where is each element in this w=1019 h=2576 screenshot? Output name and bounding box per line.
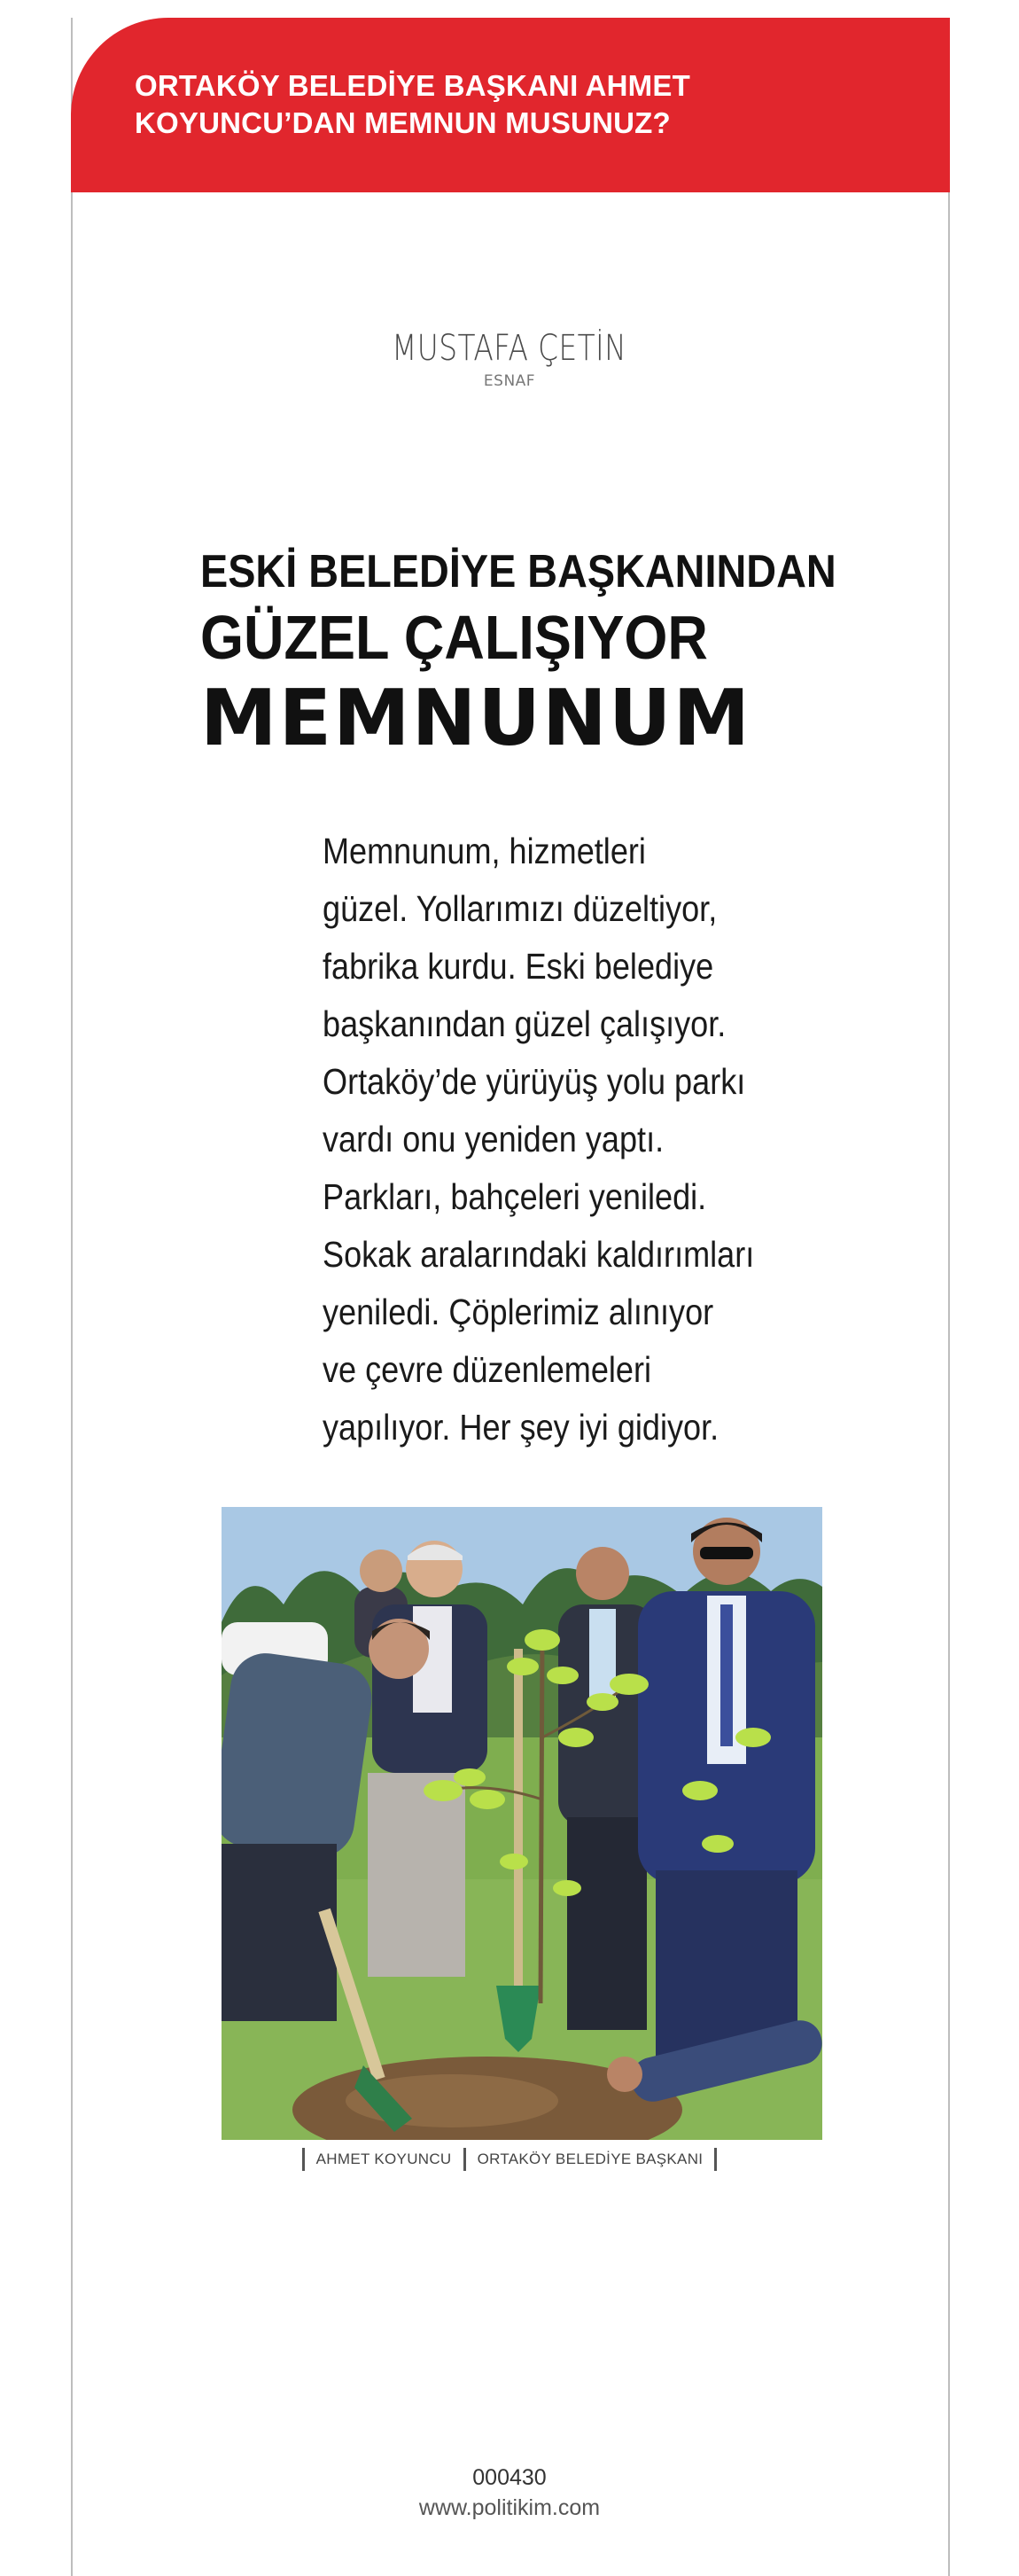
headline-line2: GÜZEL ÇALIŞIYOR bbox=[200, 603, 708, 672]
caption-divider bbox=[714, 2148, 717, 2171]
banner-title-line1: ORTAKÖY BELEDİYE BAŞKANI AHMET bbox=[135, 69, 690, 102]
body-line: Parkları, bahçeleri yeniledi. bbox=[323, 1176, 707, 1217]
site-url: www.politikim.com bbox=[418, 2495, 601, 2520]
footer bbox=[0, 2463, 1019, 2523]
body-text bbox=[323, 823, 819, 1456]
author-name: MUSTAFA ÇETİN bbox=[392, 328, 627, 369]
headline-line1: ESKİ BELEDİYE BAŞKANINDAN bbox=[200, 546, 836, 597]
body-line: fabrika kurdu. Eski belediye bbox=[323, 946, 714, 987]
caption-divider bbox=[463, 2148, 466, 2171]
tree-planting-photo bbox=[222, 1507, 822, 2140]
author-role: ESNAF bbox=[483, 372, 536, 390]
caption-title: ORTAKÖY BELEDİYE BAŞKANI bbox=[477, 2151, 704, 2167]
caption-divider bbox=[302, 2148, 305, 2171]
body-line: Ortaköy’de yürüyüş yolu parkı bbox=[323, 1061, 746, 1102]
banner-title-line2: KOYUNCU’DAN MEMNUN MUSUNUZ? bbox=[135, 106, 671, 139]
body-line: yeniledi. Çöplerimiz alınıyor bbox=[323, 1292, 714, 1332]
photo-caption bbox=[0, 2148, 1019, 2171]
body-line: Sokak aralarındaki kaldırımları bbox=[323, 1234, 755, 1275]
banner-title bbox=[135, 67, 914, 142]
photo-illustration bbox=[222, 1507, 822, 2140]
body-line: başkanından güzel çalışıyor. bbox=[323, 1003, 727, 1044]
body-line: Memnunum, hizmetleri bbox=[323, 831, 646, 871]
headline bbox=[200, 544, 909, 761]
body-line: yapılıyor. Her şey iyi gidiyor. bbox=[323, 1407, 720, 1448]
body-line: vardı onu yeniden yaptı. bbox=[323, 1119, 665, 1159]
page-code: 000430 bbox=[472, 2465, 547, 2490]
body-line: güzel. Yollarımızı düzeltiyor, bbox=[323, 888, 718, 929]
author-block bbox=[0, 326, 1019, 390]
header-banner bbox=[71, 18, 950, 192]
headline-line3: MEMNUNUM bbox=[200, 673, 752, 763]
caption-name: AHMET KOYUNCU bbox=[315, 2151, 452, 2167]
body-line: ve çevre düzenlemeleri bbox=[323, 1349, 652, 1390]
